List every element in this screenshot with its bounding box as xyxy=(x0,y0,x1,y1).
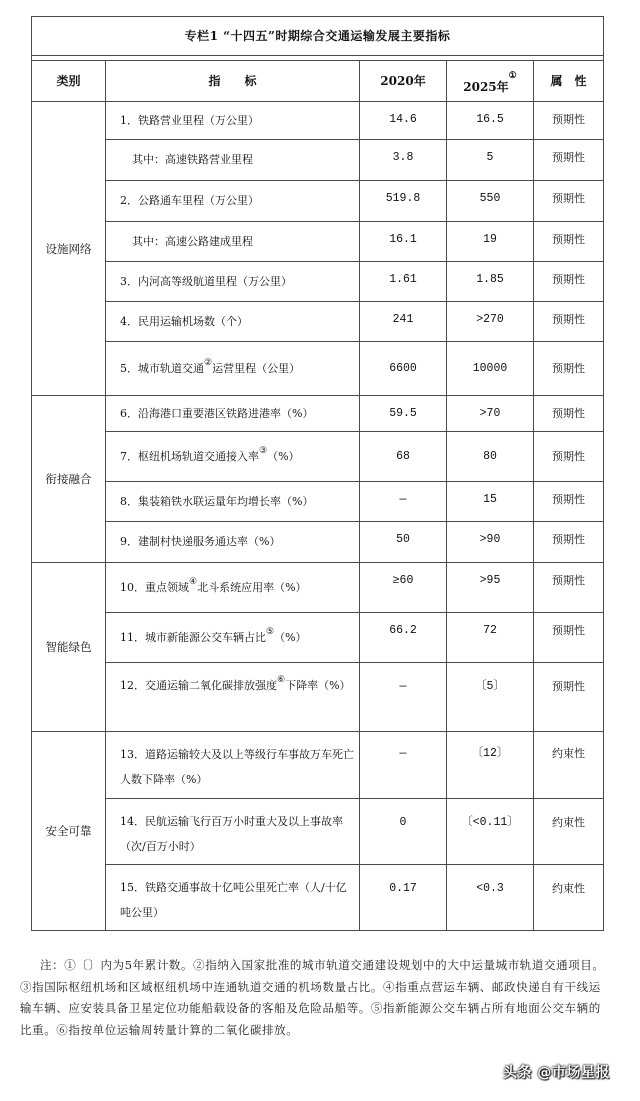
table-row xyxy=(32,262,604,302)
footnote-mark: ⑤ xyxy=(266,626,275,637)
header-2020: 2020年 xyxy=(360,61,447,102)
value-2025: 72 xyxy=(447,613,534,663)
indicator-label-part: 运营里程（公里） xyxy=(212,361,301,375)
value-2020: 519.8 xyxy=(360,181,447,222)
value-2020: 241 xyxy=(360,302,447,342)
value-2025: 19 xyxy=(447,222,534,262)
value-2025: 80 xyxy=(447,432,534,482)
value-2025: >95 xyxy=(447,563,534,613)
attribute-cell: 约束性 xyxy=(534,799,604,865)
indicator-label: 2．公路通车里程（万公里） xyxy=(106,181,360,222)
footnote-mark: ⑥ xyxy=(277,675,286,686)
category-cell: 安全可靠 xyxy=(32,732,106,931)
value-2020: 68 xyxy=(360,432,447,482)
attribute-cell: 预期性 xyxy=(534,262,604,302)
category-cell: 衔接融合 xyxy=(32,396,106,563)
indicator-label: 3．内河高等级航道里程（万公里） xyxy=(106,262,360,302)
table-row xyxy=(32,482,604,522)
value-2025: 〔5〕 xyxy=(447,663,534,732)
footnote-paragraph: 注：①〔〕内为5年累计数。②指纳入国家批准的城市轨道交通建设规划中的大中运量城市轨道交通项目。③指国际枢纽机场和区域枢纽机场中连通轨道交通的机场数量占比。④指重点营运车辆、邮政快递自有干线运输车辆、应安装具备卫星定位功能船载设备的客船及危险品船等。⑤指新能源公交车辆占所有地面公交车辆的比重。⑥指按单位运输周转量计算的二氧化碳排放。 xyxy=(20,958,605,1037)
indicator-label: 6．沿海港口重要港区铁路进港率（%） xyxy=(106,396,360,432)
header-attribute: 属 性 xyxy=(534,61,604,102)
footnote-mark: ② xyxy=(204,357,213,368)
header-row xyxy=(32,61,604,102)
table-row xyxy=(32,563,604,613)
table-caption: 专栏1 “十四五”时期综合交通运输发展主要指标 xyxy=(32,17,604,56)
table-row xyxy=(32,663,604,732)
table-row xyxy=(32,522,604,563)
footnote-mark: ④ xyxy=(189,576,198,587)
indicator-label: 15．铁路交通事故十亿吨公里死亡率（人/十亿吨公里） xyxy=(106,865,360,931)
table-row xyxy=(32,865,604,931)
header-indicator: 指 标 xyxy=(106,61,360,102)
value-2025: 10000 xyxy=(447,342,534,396)
attribute-cell: 预期性 xyxy=(534,663,604,732)
indicator-label: 13．道路运输较大及以上等级行车事故万车死亡人数下降率（%） xyxy=(106,732,360,799)
table-row xyxy=(32,102,604,140)
attribute-cell: 预期性 xyxy=(534,342,604,396)
attribute-cell: 预期性 xyxy=(534,302,604,342)
indicator-label xyxy=(106,613,360,663)
table-row xyxy=(32,181,604,222)
indicator-label-part: 12．交通运输二氧化碳排放强度 xyxy=(120,679,277,692)
attribute-cell: 预期性 xyxy=(534,181,604,222)
indicator-label-part: 5．城市轨道交通 xyxy=(120,361,204,375)
indicator-label-part: （%） xyxy=(267,449,300,463)
value-2025: <0.3 xyxy=(447,865,534,931)
header-2025-label: 2025年 xyxy=(463,80,509,94)
attribute-cell: 预期性 xyxy=(534,396,604,432)
table-row xyxy=(32,799,604,865)
category-cell: 设施网络 xyxy=(32,102,106,396)
indicator-label xyxy=(106,563,360,613)
indicator-label-part: 10．重点领域 xyxy=(120,580,189,594)
table-row xyxy=(32,396,604,432)
table-row xyxy=(32,140,604,181)
footnote-mark: ③ xyxy=(259,445,268,456)
watermark: 头条 @市场星报 xyxy=(503,1065,610,1081)
attribute-cell: 预期性 xyxy=(534,140,604,181)
value-2020: 3.8 xyxy=(360,140,447,181)
value-2020: 0 xyxy=(360,799,447,865)
value-2020: 59.5 xyxy=(360,396,447,432)
attribute-cell: 预期性 xyxy=(534,432,604,482)
attribute-cell: 预期性 xyxy=(534,482,604,522)
value-2025: 〔<0.11〕 xyxy=(447,799,534,865)
value-2020: 16.1 xyxy=(360,222,447,262)
attribute-cell: 预期性 xyxy=(534,563,604,613)
table-row xyxy=(32,732,604,799)
indicator-label-part: （%） xyxy=(274,630,307,644)
value-2025: 550 xyxy=(447,181,534,222)
indicator-label: 其中：高速铁路营业里程 xyxy=(106,140,360,181)
table-row xyxy=(32,302,604,342)
indicator-label-part: 下降率（%） xyxy=(285,679,351,692)
value-2025: 16.5 xyxy=(447,102,534,140)
value-2020: — xyxy=(360,732,447,799)
indicator-label-part: 北斗系统应用率（%） xyxy=(197,580,307,594)
value-2025: 〔12〕 xyxy=(447,732,534,799)
value-2025: 1.85 xyxy=(447,262,534,302)
category-cell: 智能绿色 xyxy=(32,563,106,732)
table-row xyxy=(32,613,604,663)
value-2020: 1.61 xyxy=(360,262,447,302)
value-2025: >70 xyxy=(447,396,534,432)
value-2020: 50 xyxy=(360,522,447,563)
header-2025 xyxy=(447,61,534,102)
value-2020: 0.17 xyxy=(360,865,447,931)
attribute-cell: 预期性 xyxy=(534,613,604,663)
attribute-cell: 预期性 xyxy=(534,102,604,140)
table-row xyxy=(32,222,604,262)
footnote-mark: ① xyxy=(508,71,517,81)
indicator-label: 8．集装箱铁水联运量年均增长率（%） xyxy=(106,482,360,522)
value-2020: 6600 xyxy=(360,342,447,396)
indicator-label: 9．建制村快递服务通达率（%） xyxy=(106,522,360,563)
value-2020: 14.6 xyxy=(360,102,447,140)
indicator-label: 其中：高速公路建成里程 xyxy=(106,222,360,262)
value-2020: ≥60 xyxy=(360,563,447,613)
value-2025: 15 xyxy=(447,482,534,522)
indicator-label: 1．铁路营业里程（万公里） xyxy=(106,102,360,140)
indicator-label xyxy=(106,432,360,482)
indicator-label: 4．民用运输机场数（个） xyxy=(106,302,360,342)
value-2020: — xyxy=(360,482,447,522)
attribute-cell: 约束性 xyxy=(534,732,604,799)
attribute-cell: 预期性 xyxy=(534,222,604,262)
indicator-label xyxy=(106,342,360,396)
attribute-cell: 预期性 xyxy=(534,522,604,563)
value-2025: 5 xyxy=(447,140,534,181)
indicator-label xyxy=(106,663,360,732)
indicator-label-part: 11．城市新能源公交车辆占比 xyxy=(120,630,266,644)
header-category: 类别 xyxy=(32,61,106,102)
table-row xyxy=(32,342,604,396)
value-2025: >90 xyxy=(447,522,534,563)
table-row xyxy=(32,432,604,482)
indicator-label-part: 7．枢纽机场轨道交通接入率 xyxy=(120,449,259,463)
attribute-cell: 约束性 xyxy=(534,865,604,931)
indicator-label: 14．民航运输飞行百万小时重大及以上事故率（次/百万小时） xyxy=(106,799,360,865)
value-2025: >270 xyxy=(447,302,534,342)
indicators-table xyxy=(31,16,604,931)
value-2020: — xyxy=(360,663,447,732)
value-2020: 66.2 xyxy=(360,613,447,663)
